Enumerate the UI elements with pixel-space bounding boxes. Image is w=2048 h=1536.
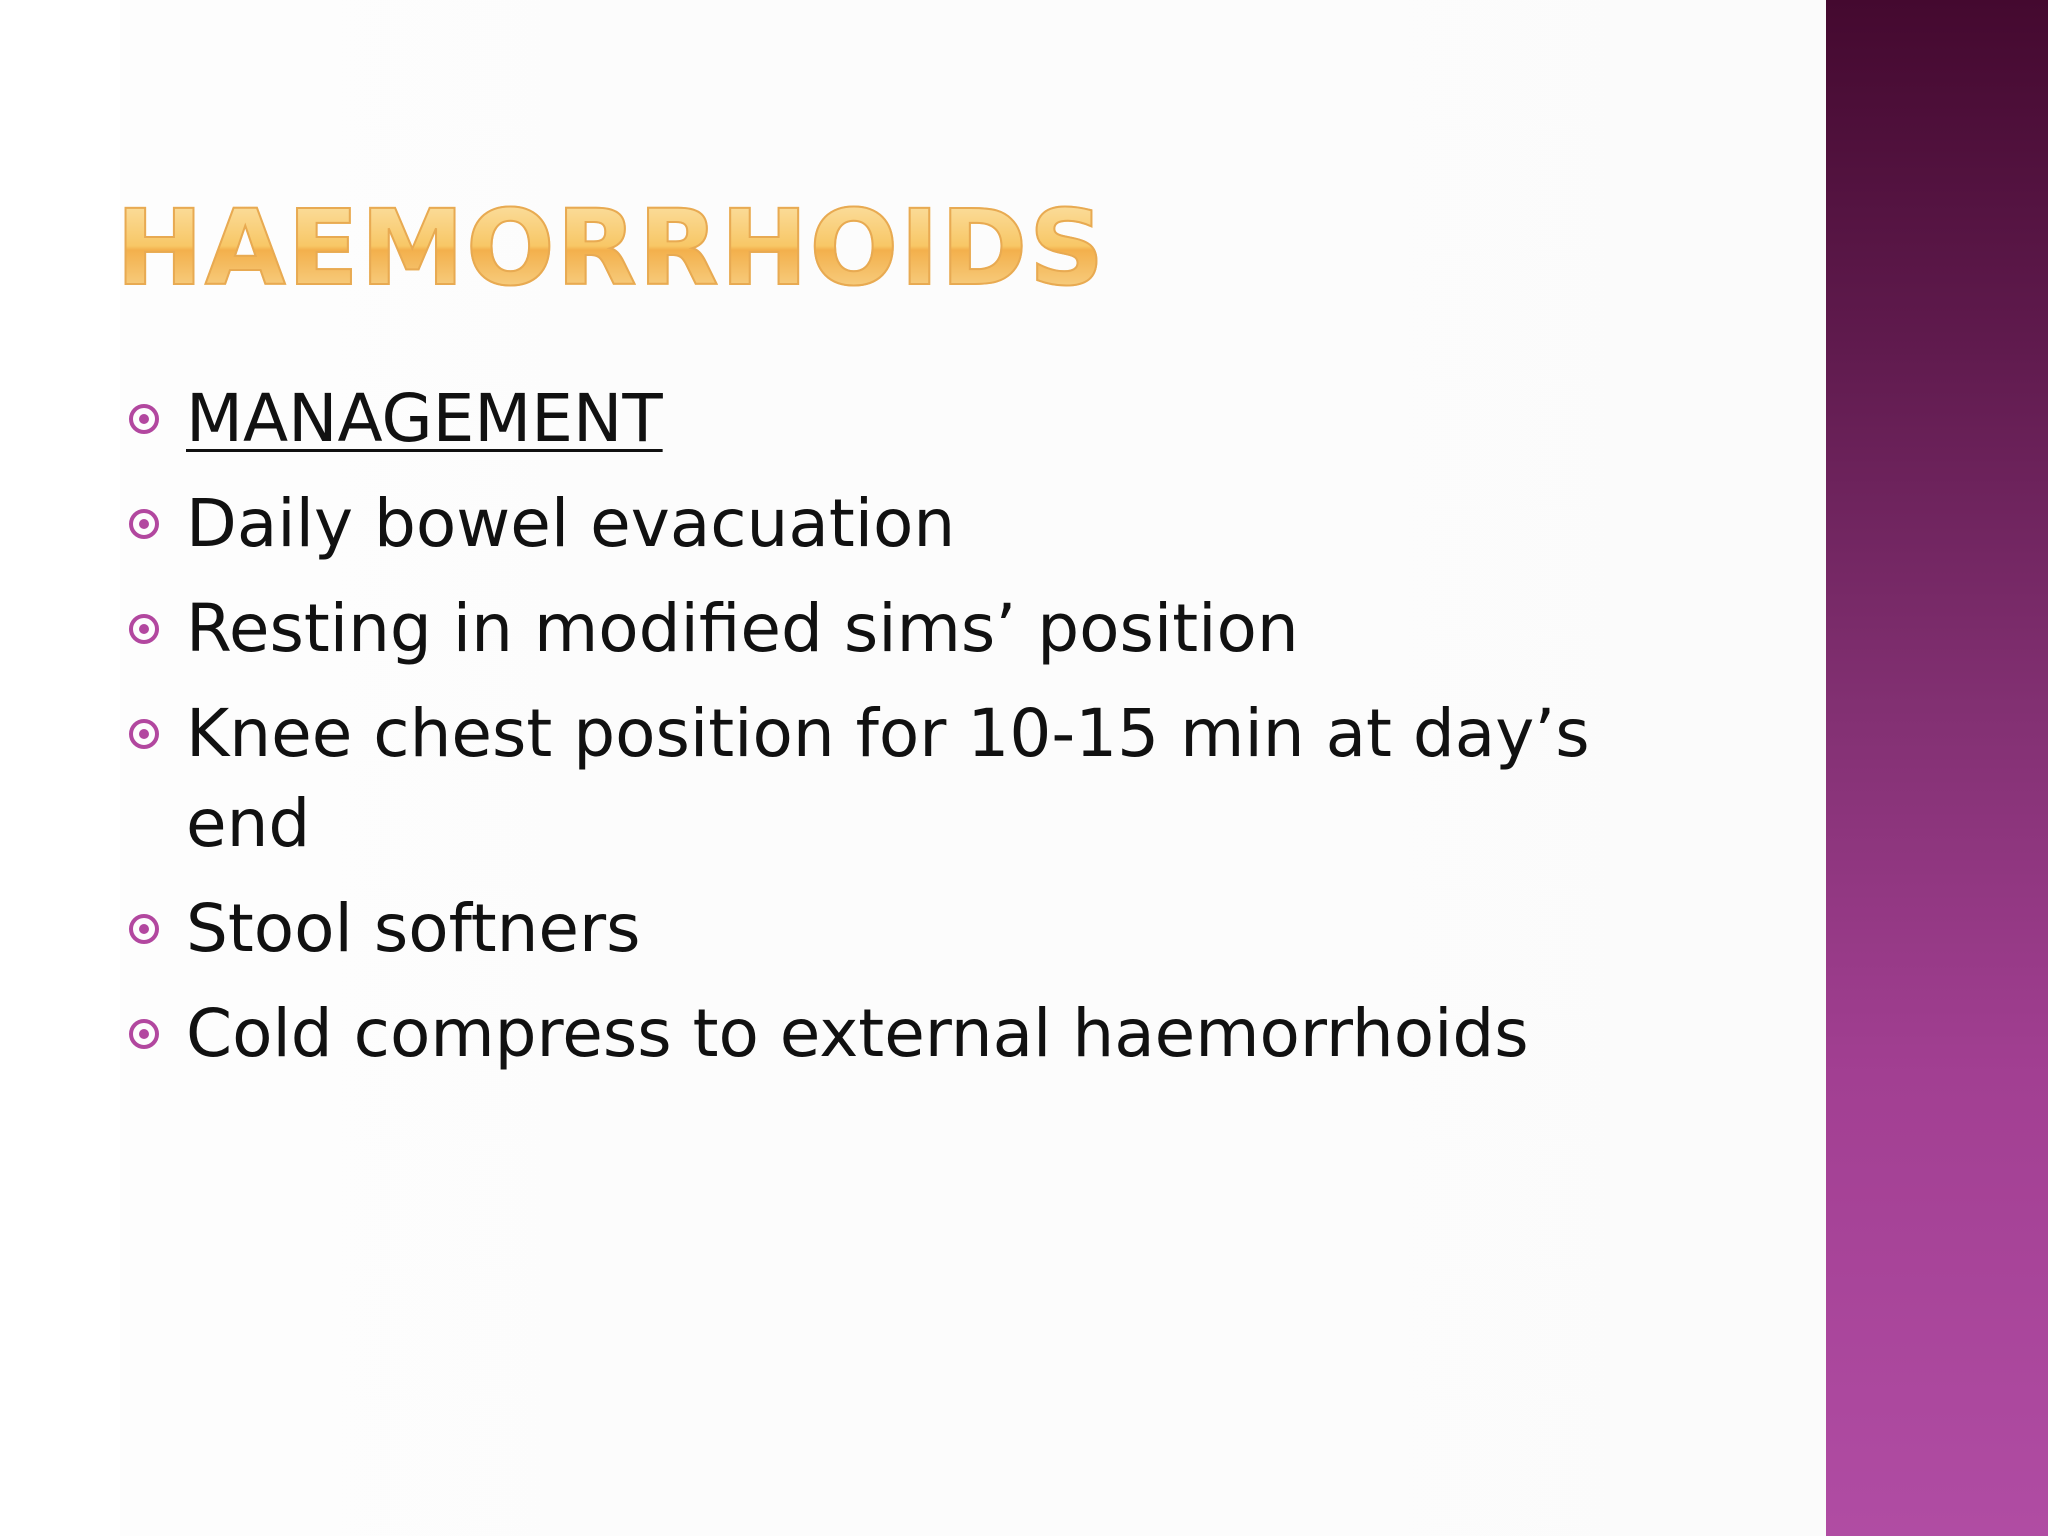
slide-left-margin [0,0,120,1536]
bullet-list [120,374,1650,1094]
bullet-item-cold-compress [120,989,1650,1079]
bullet-text-cold-compress: Cold compress to external haemorrhoids [186,995,1529,1072]
circled-dot-icon [129,719,159,749]
circled-dot-icon [129,1019,159,1049]
circled-dot-icon [129,509,159,539]
circled-dot-icon [129,614,159,644]
bullet-text-daily-bowel-evacuation: Daily bowel evacuation [186,485,956,562]
bullet-item-management [120,374,1650,464]
bullet-item-knee-chest-position [120,689,1650,869]
slide-title: HAEMORRHOIDS [116,187,1107,309]
circled-dot-icon [129,914,159,944]
decorative-side-bar [1826,0,2048,1536]
bullet-text-stool-softners: Stool softners [186,890,641,967]
bullet-item-stool-softners [120,884,1650,974]
bullet-item-daily-bowel-evacuation [120,479,1650,569]
bullet-text-modified-sims-position: Resting in modified sims’ position [186,590,1299,667]
bullet-text-management: MANAGEMENT [186,380,663,457]
circled-dot-icon [129,404,159,434]
bullet-item-modified-sims-position [120,584,1650,674]
bullet-text-knee-chest-position: Knee chest position for 10-15 min at day’s end [186,695,1590,862]
